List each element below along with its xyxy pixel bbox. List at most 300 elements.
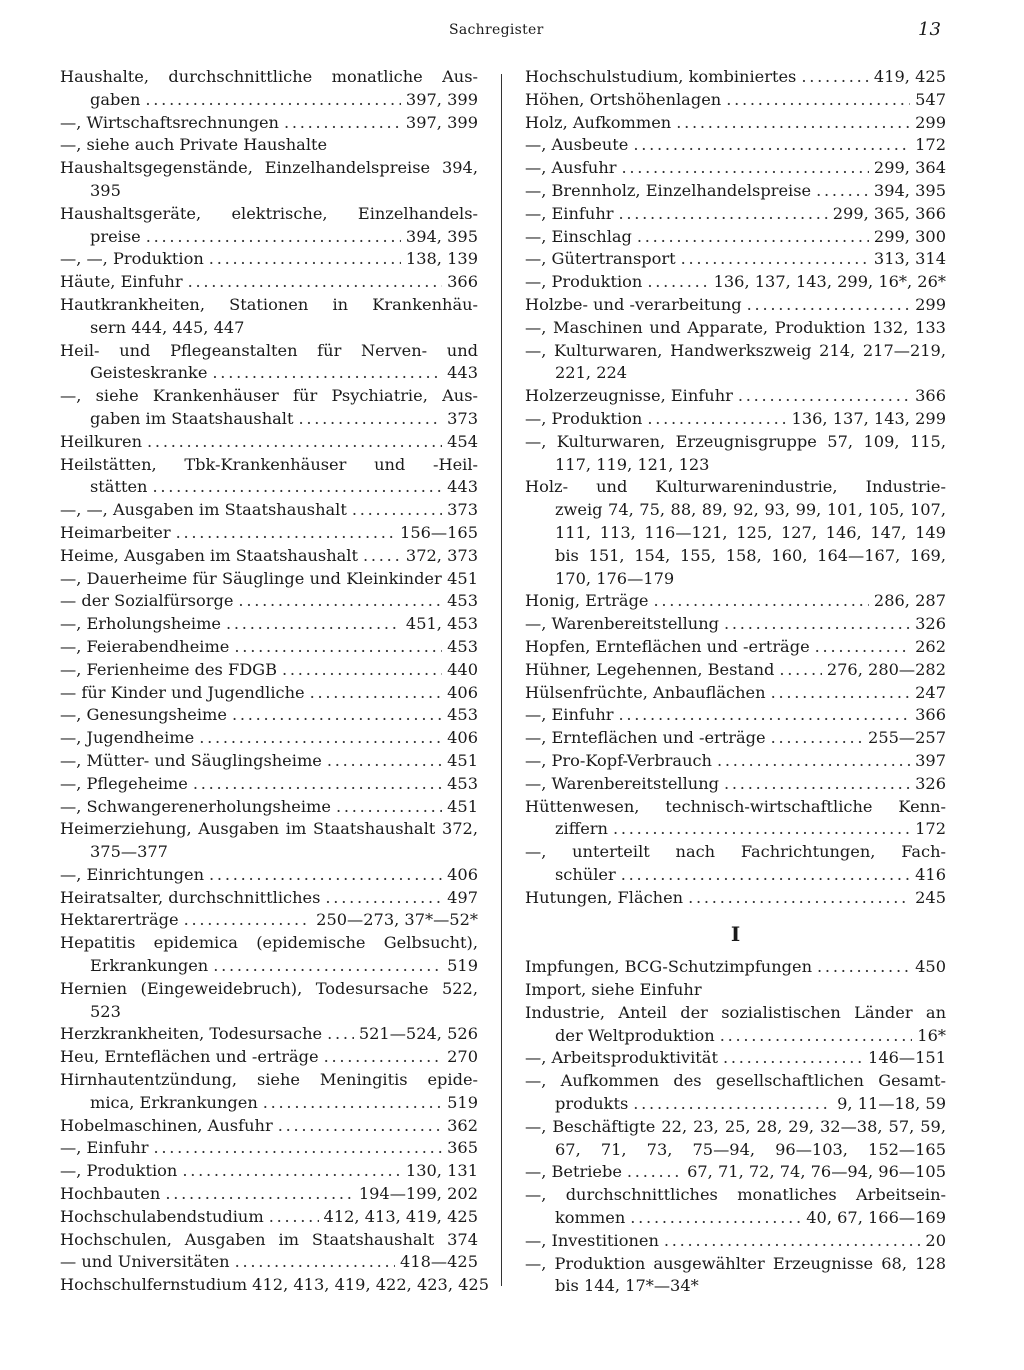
dot-leader (676, 112, 910, 135)
index-entry (60, 522, 478, 545)
index-entry (60, 727, 478, 750)
entry-continuation-line: bis 151, 154, 155, 158, 160, 164—167, 169, (555, 545, 946, 565)
dot-leader (618, 704, 910, 727)
index-entry (525, 431, 946, 477)
index-entry (60, 499, 478, 522)
index-entry (60, 796, 478, 819)
dot-leader (298, 408, 442, 431)
index-entry (525, 887, 946, 910)
dot-leader (664, 1230, 921, 1253)
entry-continuation-line (525, 818, 946, 841)
entry-term: —, Investitionen (525, 1230, 659, 1250)
page-references: 440 (447, 659, 478, 679)
entry-line (525, 956, 946, 979)
index-entry (525, 340, 946, 386)
page-references: 451, 453 (405, 614, 478, 634)
dot-leader (282, 659, 442, 682)
entry-line: Industrie, Anteil der sozialistischen Länder an (525, 1002, 946, 1022)
entry-line (525, 659, 946, 682)
page-references: 299, 364 (873, 158, 946, 178)
index-entry (60, 1115, 478, 1138)
entry-term: Hutungen, Flächen (525, 887, 684, 907)
entry-line (60, 704, 478, 727)
page-references: 497 (447, 887, 478, 907)
index-entry (60, 134, 478, 157)
page-references: 451 (447, 750, 478, 770)
page-references: 366 (447, 272, 478, 292)
page-references: 299 (915, 294, 946, 314)
entry-term: —, Ernteflächen und -erträge (525, 728, 766, 748)
entry-term: —, Wirtschaftsrechnungen (60, 112, 279, 132)
dot-leader (147, 431, 442, 454)
index-entry (60, 613, 478, 636)
entry-term: —, Produktion (60, 1161, 178, 1181)
entry-line (525, 1230, 946, 1253)
entry-term: produkts (555, 1094, 629, 1114)
dot-leader (723, 1047, 863, 1070)
dot-leader (188, 271, 443, 294)
index-entry (60, 978, 478, 1024)
page-number: 13 (918, 19, 941, 40)
index-entry (525, 317, 946, 340)
index-entry (525, 134, 946, 157)
page-references: 67, 71, 72, 74, 76—94, 96—105 (687, 1162, 946, 1182)
entry-line: Hochschulen, Ausgaben im Staatshaushalt 374 (60, 1229, 478, 1249)
index-entry (60, 909, 478, 932)
entry-line (525, 271, 946, 294)
entry-term: —, Einschlag (525, 226, 632, 246)
page-references: 276, 280—282 (826, 659, 946, 679)
entry-term: —, Warenbereitstellung (525, 773, 720, 793)
page-references: 547 (915, 89, 946, 109)
entry-term: Holz, Aufkommen (525, 112, 672, 132)
entry-line: Hüttenwesen, technisch-wirtschaftliche Kenn- (525, 796, 946, 816)
entry-line: —, Aufkommen des gesellschaftlichen Gesamt- (525, 1071, 946, 1091)
dot-leader (627, 1161, 682, 1184)
entry-line (525, 112, 946, 135)
entry-line (60, 431, 478, 454)
entry-term: —, Ausbeute (525, 135, 629, 155)
entry-line: Haushaltsgeräte, elektrische, Einzelhandels- (60, 203, 478, 223)
dot-leader (771, 727, 863, 750)
entry-term: —, Ausfuhr (525, 158, 617, 178)
index-entry (60, 864, 478, 887)
dot-leader (327, 750, 442, 773)
page-references: 326 (915, 773, 946, 793)
entry-term: stätten (90, 477, 148, 497)
page-references: 313, 314 (873, 249, 946, 269)
index-entry (60, 1046, 478, 1069)
entry-term: —, —, Produktion (60, 249, 204, 269)
index-entry (525, 636, 946, 659)
page-references: 172 (915, 135, 946, 155)
entry-term: gaben im Staatshaushalt (90, 408, 294, 428)
dot-leader (209, 864, 442, 887)
dot-leader (352, 499, 442, 522)
entry-line (60, 590, 478, 613)
index-entry (60, 157, 478, 203)
page-references: 519 (447, 1092, 478, 1112)
index-entry (525, 271, 946, 294)
dot-leader (630, 1207, 801, 1230)
entry-line: Haushalte, durchschnittliche monatliche Aus- (60, 67, 478, 86)
dot-leader (717, 750, 910, 773)
dot-leader (647, 408, 786, 431)
index-entry (60, 818, 478, 864)
entry-term: schüler (555, 864, 616, 884)
dot-leader (193, 773, 442, 796)
entry-line (60, 887, 478, 910)
entry-term: mica, Erkrankungen (90, 1092, 258, 1112)
dot-leader (145, 89, 401, 112)
index-entry (60, 385, 478, 431)
entry-term: —, Feierabendheime (60, 636, 230, 656)
entry-line (60, 1046, 478, 1069)
dot-leader (681, 248, 869, 271)
page-references: 397, 399 (405, 89, 478, 109)
page-references: 406 (447, 864, 478, 884)
dot-leader (278, 1115, 442, 1138)
entry-continuation-line: 523 (90, 1001, 121, 1021)
entry-term: Heilkuren (60, 431, 143, 451)
entry-continuation-line (525, 864, 946, 887)
entry-term: Impfungen, BCG-Schutzimpfungen (525, 957, 813, 977)
entry-term: Hektarerträge (60, 910, 179, 930)
entry-line (525, 613, 946, 636)
page-references: 194—199, 202 (358, 1184, 478, 1204)
entry-term: Höhen, Ortshöhenlagen (525, 89, 722, 109)
entry-line (525, 590, 946, 613)
dot-leader (363, 545, 401, 568)
entry-line: —, Beschäftigte 22, 23, 25, 28, 29, 32—38, 57, 59, (525, 1116, 946, 1136)
entry-term: —, Ferienheime des FDGB (60, 659, 278, 679)
index-entry (525, 1230, 946, 1253)
entry-line (60, 522, 478, 545)
index-entry (525, 1253, 946, 1299)
page-references: 394, 395 (405, 226, 478, 246)
page-references: 362 (447, 1115, 478, 1135)
entry-line (525, 408, 946, 431)
entry-term: Hopfen, Ernteflächen und -erträge (525, 636, 810, 656)
dot-leader (284, 112, 401, 135)
dot-leader (815, 636, 910, 659)
dot-leader (327, 1023, 354, 1046)
index-entry (60, 294, 478, 340)
entry-term: Erkrankungen (90, 956, 209, 976)
index-entry (525, 727, 946, 750)
index-entry (525, 796, 946, 842)
dot-leader (618, 203, 827, 226)
page-references: 138, 139 (405, 249, 478, 269)
entry-line (525, 750, 946, 773)
dot-leader (747, 294, 910, 317)
entry-line (60, 1251, 478, 1274)
entry-term: Heimarbeiter (60, 522, 171, 542)
dot-leader (724, 613, 910, 636)
entry-continuation-line: 117, 119, 121, 123 (555, 454, 710, 474)
entry-line: —, siehe Krankenhäuser für Psychiatrie, Aus- (60, 386, 478, 406)
dot-leader (325, 887, 442, 910)
index-group-i (525, 956, 946, 1298)
entry-line (60, 682, 478, 705)
entry-line (525, 66, 946, 89)
page-references: 418—425 (400, 1252, 478, 1272)
entry-line (60, 499, 478, 522)
entry-continuation-line (60, 408, 478, 431)
entry-line (60, 1206, 478, 1229)
entry-term: Honig, Erträge (525, 591, 649, 611)
index-entry (525, 750, 946, 773)
page-references: 326 (915, 614, 946, 634)
entry-term: Hochbauten (60, 1184, 161, 1204)
index-entry (525, 226, 946, 249)
index-entry (525, 180, 946, 203)
index-entry (60, 1183, 478, 1206)
dot-leader (771, 682, 911, 705)
index-entry (525, 773, 946, 796)
index-entry (525, 1002, 946, 1048)
entry-term: Hülsenfrüchte, Anbauflächen (525, 682, 766, 702)
dot-leader (184, 909, 312, 932)
entry-continuation-line (60, 89, 478, 112)
entry-line: —, Kulturwaren, Handwerkszweig 214, 217—219, (525, 340, 946, 360)
index-entry (60, 340, 478, 386)
page-references: 397, 399 (405, 112, 478, 132)
page-references: 416 (915, 864, 946, 884)
page-references: 519 (447, 956, 478, 976)
entry-term: — für Kinder und Jugendliche (60, 682, 305, 702)
page-references: 406 (447, 728, 478, 748)
index-entry (60, 1023, 478, 1046)
index-entry (525, 956, 946, 979)
index-entry (60, 682, 478, 705)
index-entry (60, 1160, 478, 1183)
index-entry (60, 1206, 478, 1229)
entry-term: —, Produktion (525, 408, 643, 428)
index-entry (60, 1251, 478, 1274)
page-references: 453 (447, 636, 478, 656)
index-entry (525, 841, 946, 887)
page-references: 443 (447, 363, 478, 383)
dot-leader (720, 1025, 913, 1048)
index-entry (525, 659, 946, 682)
entry-continuation-line: bis 144, 17*—34* (555, 1276, 699, 1296)
page-references: 250—273, 37*—52* (316, 910, 478, 930)
page-references: 372, 373 (405, 545, 478, 565)
page-references: 255—257 (868, 728, 946, 748)
entry-line: Hautkrankheiten, Stationen in Krankenhäu- (60, 294, 478, 314)
page-references: 16* (917, 1025, 946, 1045)
index-entry (525, 112, 946, 135)
index-entry (525, 66, 946, 89)
entry-line: Heil- und Pflegeanstalten für Nerven- und (60, 340, 478, 360)
entry-term: gaben (90, 89, 141, 109)
entry-line (60, 1183, 478, 1206)
index-entry (525, 979, 946, 1002)
dot-leader (146, 226, 401, 249)
entry-term: —, Pflegeheime (60, 773, 188, 793)
dot-leader (336, 796, 442, 819)
entry-line (60, 1160, 478, 1183)
index-entry (525, 385, 946, 408)
dot-leader (199, 727, 442, 750)
entry-line (525, 180, 946, 203)
entry-term: —, Pro-Kopf-Verbrauch (525, 750, 712, 770)
entry-line (525, 294, 946, 317)
entry-line: —, durchschnittliches monatliches Arbeitsein- (525, 1185, 946, 1205)
index-entry (60, 112, 478, 135)
dot-leader (310, 682, 443, 705)
entry-line: Hirnhautentzündung, siehe Meningitis epide- (60, 1070, 478, 1090)
index-entry (60, 1229, 478, 1252)
page-references: 247 (915, 682, 946, 702)
entry-line (60, 909, 478, 932)
index-column-left (60, 66, 490, 1297)
index-entry (525, 590, 946, 613)
entry-line: —, Maschinen und Apparate, Produktion 132, 133 (525, 317, 946, 337)
entry-line: —, Dauerheime für Säuglinge und Kleinkinder 451 (60, 568, 478, 588)
entry-line: —, siehe auch Private Haushalte (60, 135, 328, 155)
entry-line: Hernien (Eingeweidebruch), Todesursache 522, (60, 978, 478, 998)
entry-line (525, 887, 946, 910)
entry-line (525, 636, 946, 659)
entry-term: Heu, Ernteflächen und -erträge (60, 1047, 319, 1067)
entry-continuation-line (525, 1207, 946, 1230)
entry-term: —, Schwangerenerholungsheime (60, 796, 331, 816)
page-references: 299, 365, 366 (832, 203, 946, 223)
entry-line (60, 248, 478, 271)
index-entry (60, 545, 478, 568)
entry-term: —, Brennholz, Einzelhandelspreise (525, 180, 812, 200)
entry-line (60, 1115, 478, 1138)
page-references: 286, 287 (873, 591, 946, 611)
index-entry (525, 476, 946, 590)
index-entry (60, 750, 478, 773)
page-references: 136, 137, 143, 299, 16*, 26* (713, 272, 946, 292)
dot-leader (613, 818, 910, 841)
entry-term: —, —, Ausgaben im Staatshaushalt (60, 500, 347, 520)
entry-line (525, 704, 946, 727)
entry-line (60, 796, 478, 819)
index-entry (60, 1137, 478, 1160)
dot-leader (182, 1160, 401, 1183)
index-entry (60, 704, 478, 727)
dot-leader (226, 613, 401, 636)
index-entry (525, 1047, 946, 1070)
page-references: 365 (447, 1138, 478, 1158)
page-references: 451 (447, 796, 478, 816)
entry-line (525, 1047, 946, 1070)
page-references: 270 (447, 1047, 478, 1067)
entry-term: — und Universitäten (60, 1252, 230, 1272)
entry-continuation-line: 221, 224 (555, 363, 628, 383)
entry-line: Heilstätten, Tbk-Krankenhäuser und -Heil- (60, 454, 478, 474)
page-references: 366 (915, 386, 946, 406)
dot-leader (269, 1206, 319, 1229)
dot-leader (621, 864, 910, 887)
index-entry (525, 89, 946, 112)
entry-term: —, Warenbereitstellung (525, 614, 720, 634)
entry-term: Heiratsalter, durchschnittliches (60, 887, 321, 907)
dot-leader (647, 271, 708, 294)
entry-line (60, 659, 478, 682)
entry-line (60, 750, 478, 773)
entry-continuation-line (60, 476, 478, 499)
page-references: 453 (447, 705, 478, 725)
index-entry (525, 248, 946, 271)
entry-continuation-line (525, 1093, 946, 1116)
index-entry (60, 932, 478, 978)
entry-term: Geisteskranke (90, 363, 208, 383)
index-entry (525, 613, 946, 636)
dot-leader (238, 590, 442, 613)
index-entry (60, 773, 478, 796)
index-entry (60, 271, 478, 294)
entry-term: Herzkrankheiten, Todesursache (60, 1024, 323, 1044)
dot-leader (779, 659, 821, 682)
index-entry (525, 1116, 946, 1162)
entry-term: —, Jugendheime (60, 728, 195, 748)
index-column-right (525, 66, 946, 1298)
dot-leader (688, 887, 910, 910)
entry-continuation-line: sern 444, 445, 447 (90, 317, 245, 337)
dot-leader (152, 476, 442, 499)
dot-leader (738, 385, 910, 408)
index-entry (525, 704, 946, 727)
dot-leader (153, 1137, 442, 1160)
page-references: 419, 425 (873, 67, 946, 86)
entry-line (60, 727, 478, 750)
entry-term: Heime, Ausgaben im Staatshaushalt (60, 545, 358, 565)
page-references: 136, 137, 143, 299 (791, 408, 946, 428)
entry-term: Holzerzeugnisse, Einfuhr (525, 386, 733, 406)
page-references: 262 (915, 636, 946, 656)
dot-leader (234, 636, 442, 659)
entry-line (525, 89, 946, 112)
page-references: 412, 413, 419, 425 (323, 1206, 478, 1226)
entry-continuation-line: 170, 176—179 (555, 568, 675, 588)
index-entry (525, 408, 946, 431)
entry-line (60, 1023, 478, 1046)
entry-term: —, Genesungsheime (60, 705, 227, 725)
entry-term: —, Gütertransport (525, 249, 676, 269)
index-entry (60, 590, 478, 613)
entry-line (525, 1161, 946, 1184)
entry-line (60, 112, 478, 135)
entry-term: —, Einfuhr (60, 1138, 149, 1158)
index-entry (525, 682, 946, 705)
dot-leader (724, 773, 910, 796)
entry-line (525, 226, 946, 249)
page-references: 450 (915, 957, 946, 977)
index-entry (60, 454, 478, 500)
entry-term: —, Mütter- und Säuglingsheime (60, 750, 322, 770)
entry-line (525, 727, 946, 750)
page-references: 443 (447, 477, 478, 497)
page-references: 521—524, 526 (358, 1024, 478, 1044)
entry-term: Häute, Einfuhr (60, 272, 183, 292)
entry-term: —, Betriebe (525, 1162, 622, 1182)
dot-leader (324, 1046, 443, 1069)
entry-line (525, 157, 946, 180)
entry-line (60, 864, 478, 887)
dot-leader (209, 248, 401, 271)
entry-line (525, 682, 946, 705)
index-group-h-continued (525, 66, 946, 909)
dot-leader (654, 590, 869, 613)
column-divider (501, 74, 502, 1286)
entry-continuation-line (60, 226, 478, 249)
